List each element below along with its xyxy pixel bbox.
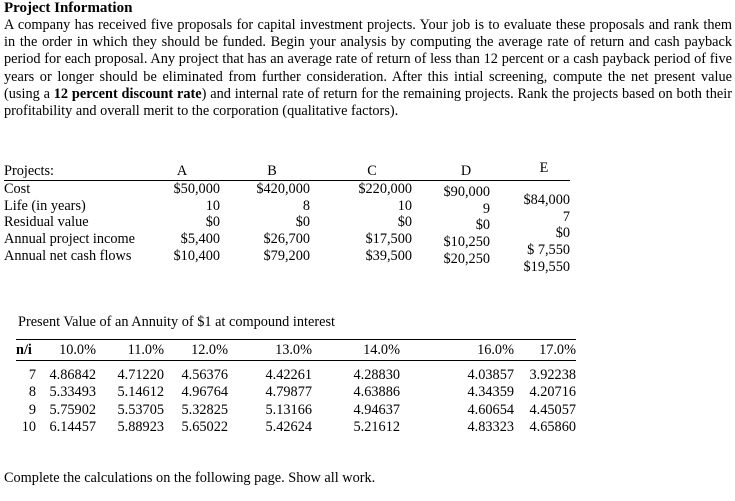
- cell-a: $0: [205, 214, 220, 231]
- pv-cell: 4.79877: [265, 384, 312, 401]
- pv-cell: 4.45057: [529, 401, 576, 418]
- pv-cell: 4.86842: [49, 367, 96, 383]
- cell-e: $19,550: [523, 258, 570, 275]
- cell-a: $50,000: [173, 180, 220, 197]
- projects-table: [4, 160, 576, 275]
- cell-d: 9: [482, 200, 490, 217]
- project-column-b: B: [267, 163, 277, 179]
- projects-header-label: Projects:: [4, 163, 55, 179]
- cell-b: $0: [295, 214, 310, 231]
- pv-cell: 4.20716: [529, 384, 576, 401]
- row-label: Residual value: [4, 214, 89, 231]
- cell-a: $5,400: [180, 231, 220, 248]
- pv-header-ni: n/i: [16, 342, 32, 358]
- cell-d: $20,250: [443, 250, 490, 267]
- row-label: Cost: [4, 180, 31, 197]
- cell-c: $17,500: [365, 231, 412, 248]
- pv-cell: 5.21612: [353, 419, 400, 436]
- pv-cell: 4.28830: [353, 367, 400, 383]
- pv-cell: 5.33493: [49, 384, 96, 401]
- cell-c: 10: [397, 197, 412, 214]
- pv-header-row: [16, 339, 576, 361]
- pv-cell: 5.65022: [181, 419, 228, 436]
- cell-d: $90,000: [443, 183, 490, 200]
- pv-cell: 5.53705: [117, 401, 164, 418]
- cell-b: $420,000: [256, 180, 310, 197]
- pv-row-9: [16, 402, 576, 419]
- cell-e: $0: [555, 225, 570, 242]
- projects-row-cashflow: [4, 247, 576, 275]
- pv-cell: 5.13166: [265, 401, 312, 418]
- pv-period: 9: [28, 401, 36, 418]
- pv-row-8: [16, 384, 576, 401]
- pv-cell: 4.56376: [181, 367, 228, 383]
- pv-cell: 4.94637: [353, 401, 400, 418]
- cell-b: $26,700: [263, 231, 310, 248]
- cell-b: 8: [302, 197, 310, 214]
- page-title: Project Information: [4, 0, 133, 16]
- intro-text-1: A company has received five proposals for capital investment projects. Your job is to evaluate these proposals and rank them in the order in which they should be funded. Begin your analysis by computing the average rate of return and cash payback period for each proposal. Any project that has an average rate of return of less than 12 percent or a cash payback period of five years or longer should be eliminated from further consideration. After this intial screening, compute the net present value (using a: [4, 17, 732, 102]
- pv-period: 10: [21, 419, 36, 436]
- intro-paragraph: [4, 17, 732, 120]
- pv-cell: 5.14612: [117, 384, 164, 401]
- intro-text-2: ) and internal rate of return for the remaining projects. Rank the projects based on both their profitability and overall merit to the corporation (qualitative factors).: [4, 85, 732, 120]
- cell-c: $39,500: [365, 247, 412, 264]
- cell-a: $10,400: [173, 247, 220, 264]
- pv-period: 8: [28, 384, 36, 401]
- pv-header-rate: 17.0%: [539, 342, 576, 358]
- pv-row-7: [16, 367, 576, 384]
- cell-b: $79,200: [263, 247, 310, 264]
- pv-cell: 5.32825: [181, 401, 228, 418]
- row-label: Annual project income: [4, 231, 136, 248]
- pv-cell: 4.42261: [265, 367, 312, 383]
- cell-d: $0: [475, 217, 490, 234]
- pv-cell: 4.03857: [467, 367, 514, 383]
- pv-cell: 3.92238: [529, 367, 576, 383]
- footer-instruction: Complete the calculations on the following page. Show all work.: [4, 470, 376, 486]
- pv-cell: 5.42624: [265, 419, 312, 436]
- cell-d: $10,250: [443, 234, 490, 251]
- pv-cell: 4.96764: [181, 384, 228, 401]
- cell-e: $ 7,550: [527, 242, 570, 259]
- pv-header-rate: 14.0%: [363, 342, 400, 358]
- row-label: Life (in years): [4, 197, 86, 214]
- project-column-e: E: [539, 160, 549, 176]
- cell-e: 7: [562, 208, 570, 225]
- cell-c: $0: [397, 214, 412, 231]
- pv-header-rate: 13.0%: [275, 342, 312, 358]
- project-column-d: D: [460, 163, 472, 179]
- pv-cell: 4.71220: [117, 367, 164, 383]
- discount-rate-emphasis: 12 percent discount rate: [53, 85, 202, 102]
- cell-a: 10: [205, 197, 220, 214]
- project-column-c: C: [367, 163, 377, 179]
- pv-header-rate: 16.0%: [477, 342, 514, 358]
- pv-header-rate: 11.0%: [127, 342, 164, 358]
- cell-c: $220,000: [358, 180, 412, 197]
- project-column-a: A: [176, 163, 188, 179]
- projects-header-row: [4, 160, 570, 181]
- pv-cell: 4.65860: [529, 419, 576, 436]
- pv-row-10: [16, 419, 576, 436]
- pv-annuity-table: [16, 339, 576, 437]
- pv-cell: 5.88923: [117, 419, 164, 436]
- pv-header-rate: 12.0%: [191, 342, 228, 358]
- pv-header-rate: 10.0%: [59, 342, 96, 358]
- pv-cell: 4.60654: [467, 401, 514, 418]
- pv-cell: 4.34359: [467, 384, 514, 401]
- pv-period: 7: [28, 367, 36, 383]
- pv-cell: 4.83323: [467, 419, 514, 436]
- row-label: Annual net cash flows: [4, 247, 132, 264]
- pv-table-title: Present Value of an Annuity of $1 at compound interest: [18, 314, 335, 330]
- pv-cell: 5.75902: [49, 401, 96, 418]
- cell-e: $84,000: [523, 191, 570, 208]
- pv-cell: 4.63886: [353, 384, 400, 401]
- pv-cell: 6.14457: [49, 419, 96, 436]
